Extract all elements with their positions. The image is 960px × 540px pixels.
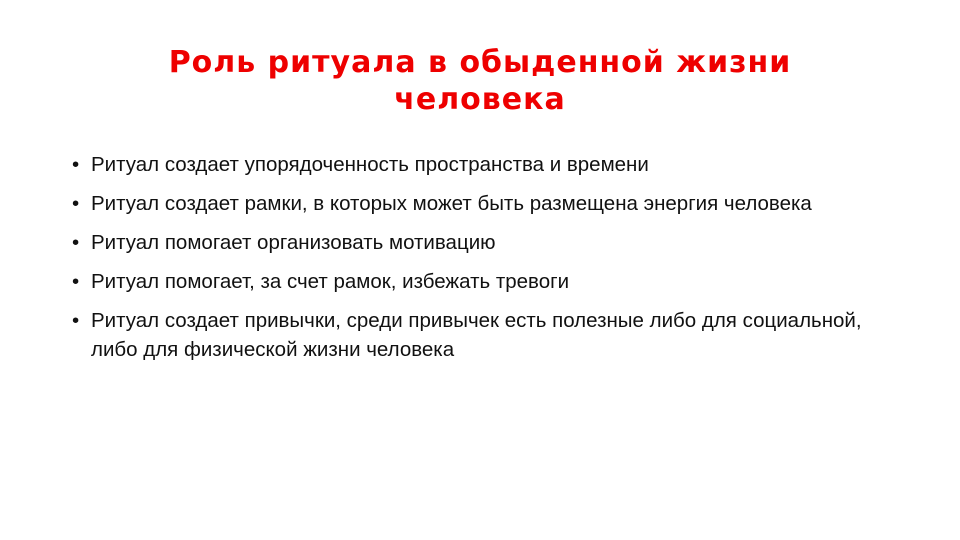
bullet-text: Ритуал создает рамки, в которых может быть размещена энергия человека: [91, 192, 812, 215]
bullet-text: Ритуал создает привычки, среди привычек есть полезные либо для социальной, либо для физической жизни человека: [91, 309, 862, 361]
slide-title: Роль ритуала в обыденной жизни человека: [168, 45, 792, 117]
bullet-item: [72, 267, 892, 296]
bullet-marker: •: [72, 231, 80, 254]
bullet-marker: •: [72, 192, 80, 215]
bullet-item: [72, 306, 892, 364]
bullet-text: Ритуал создает упорядоченность пространства и времени: [91, 153, 649, 176]
bullet-marker: •: [72, 309, 80, 332]
bullet-marker: •: [72, 153, 80, 176]
bullet-list: [72, 150, 892, 374]
bullet-text: Ритуал помогает, за счет рамок, избежать тревоги: [91, 270, 570, 293]
bullet-item: [72, 228, 892, 257]
bullet-item: [72, 150, 892, 179]
bullet-marker: •: [72, 270, 80, 293]
bullet-text: Ритуал помогает организовать мотивацию: [91, 231, 496, 254]
bullet-item: [72, 189, 892, 218]
